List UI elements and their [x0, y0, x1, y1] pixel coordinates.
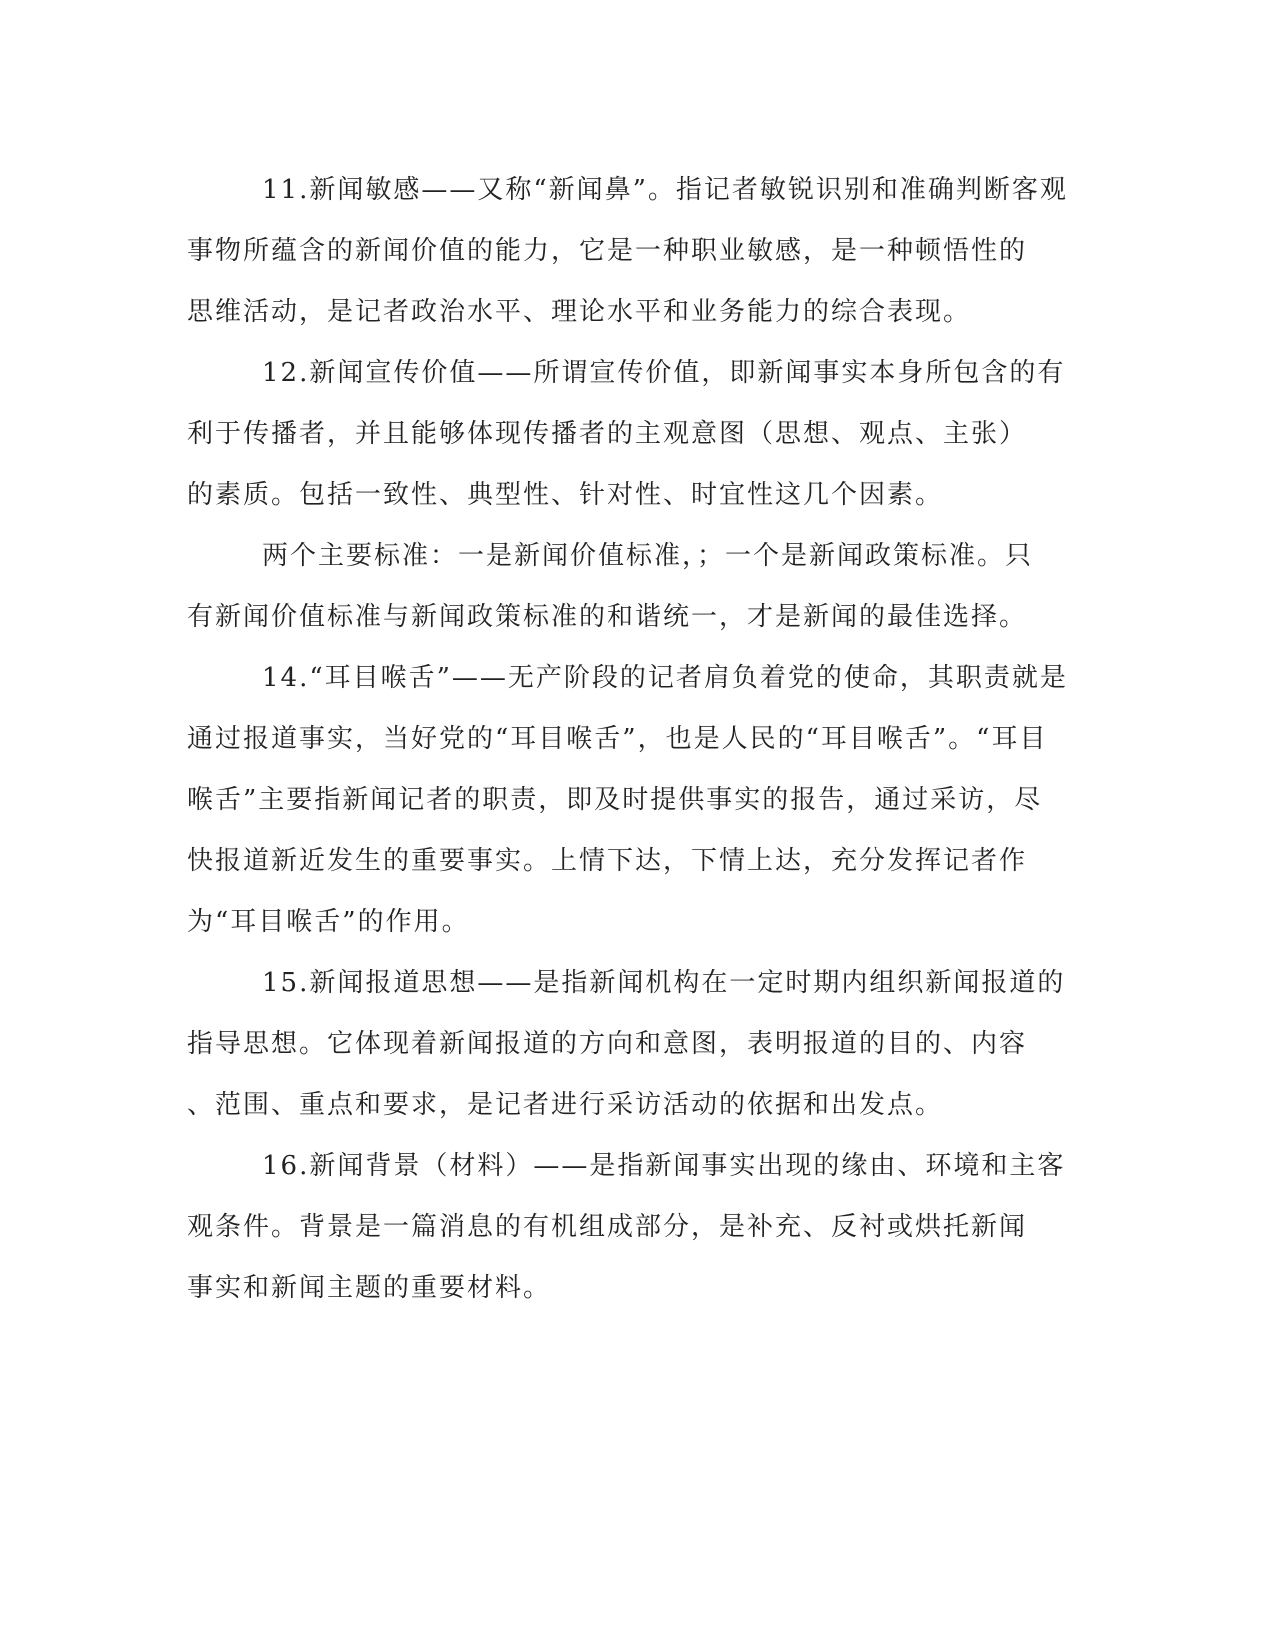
- paragraph-reporting-ideology: [187, 953, 1087, 1136]
- text-line: 观条件。背景是一篇消息的有机组成部分，是补充、反衬或烘托新闻: [187, 1212, 1028, 1242]
- text-line: 12.新闻宣传价值——所谓宣传价值，即新闻事实本身所包含的有: [262, 358, 1066, 388]
- text-line: 快报道新近发生的重要事实。上情下达，下情上达，充分发挥记者作: [187, 846, 1028, 876]
- text-line: 、范围、重点和要求，是记者进行采访活动的依据和出发点。: [187, 1090, 944, 1120]
- text-line: 为“耳目喉舌”的作用。: [187, 907, 470, 937]
- paragraph-news-background: [187, 1136, 1087, 1319]
- text-line: 有新闻价值标准与新闻政策标准的和谐统一，才是新闻的最佳选择。: [187, 602, 1028, 632]
- text-line: 利于传播者，并且能够体现传播者的主观意图（思想、观点、主张）: [187, 419, 1028, 449]
- paragraph-eyes-ears-mouthpiece: [187, 648, 1087, 953]
- text-line: 14.“耳目喉舌”——无产阶段的记者肩负着党的使命，其职责就是: [262, 663, 1068, 693]
- paragraph-two-standards: [187, 526, 1087, 648]
- text-line: 通过报道事实，当好党的“耳目喉舌”，也是人民的“耳目喉舌”。“耳目: [187, 724, 1048, 754]
- paragraph-news-sensitivity: [187, 160, 1087, 343]
- text-line: 思维活动，是记者政治水平、理论水平和业务能力的综合表现。: [187, 297, 972, 327]
- text-line: 喉舌”主要指新闻记者的职责，即及时提供事实的报告，通过采访，尽: [187, 785, 1043, 815]
- paragraph-propaganda-value: [187, 343, 1087, 526]
- document-body: [187, 160, 1087, 1319]
- text-line: 11.新闻敏感——又称“新闻鼻”。指记者敏锐识别和准确判断客观: [262, 175, 1068, 205]
- text-line: 事实和新闻主题的重要材料。: [187, 1273, 552, 1303]
- text-line: 两个主要标准：一是新闻价值标准，；一个是新闻政策标准。只: [262, 541, 1034, 571]
- text-line: 15.新闻报道思想——是指新闻机构在一定时期内组织新闻报道的: [262, 968, 1066, 998]
- text-line: 指导思想。它体现着新闻报道的方向和意图，表明报道的目的、内容: [187, 1029, 1028, 1059]
- text-line: 的素质。包括一致性、典型性、针对性、时宜性这几个因素。: [187, 480, 944, 510]
- text-line: 16.新闻背景（材料）——是指新闻事实出现的缘由、环境和主客: [262, 1151, 1066, 1181]
- text-line: 事物所蕴含的新闻价值的能力，它是一种职业敏感，是一种顿悟性的: [187, 236, 1028, 266]
